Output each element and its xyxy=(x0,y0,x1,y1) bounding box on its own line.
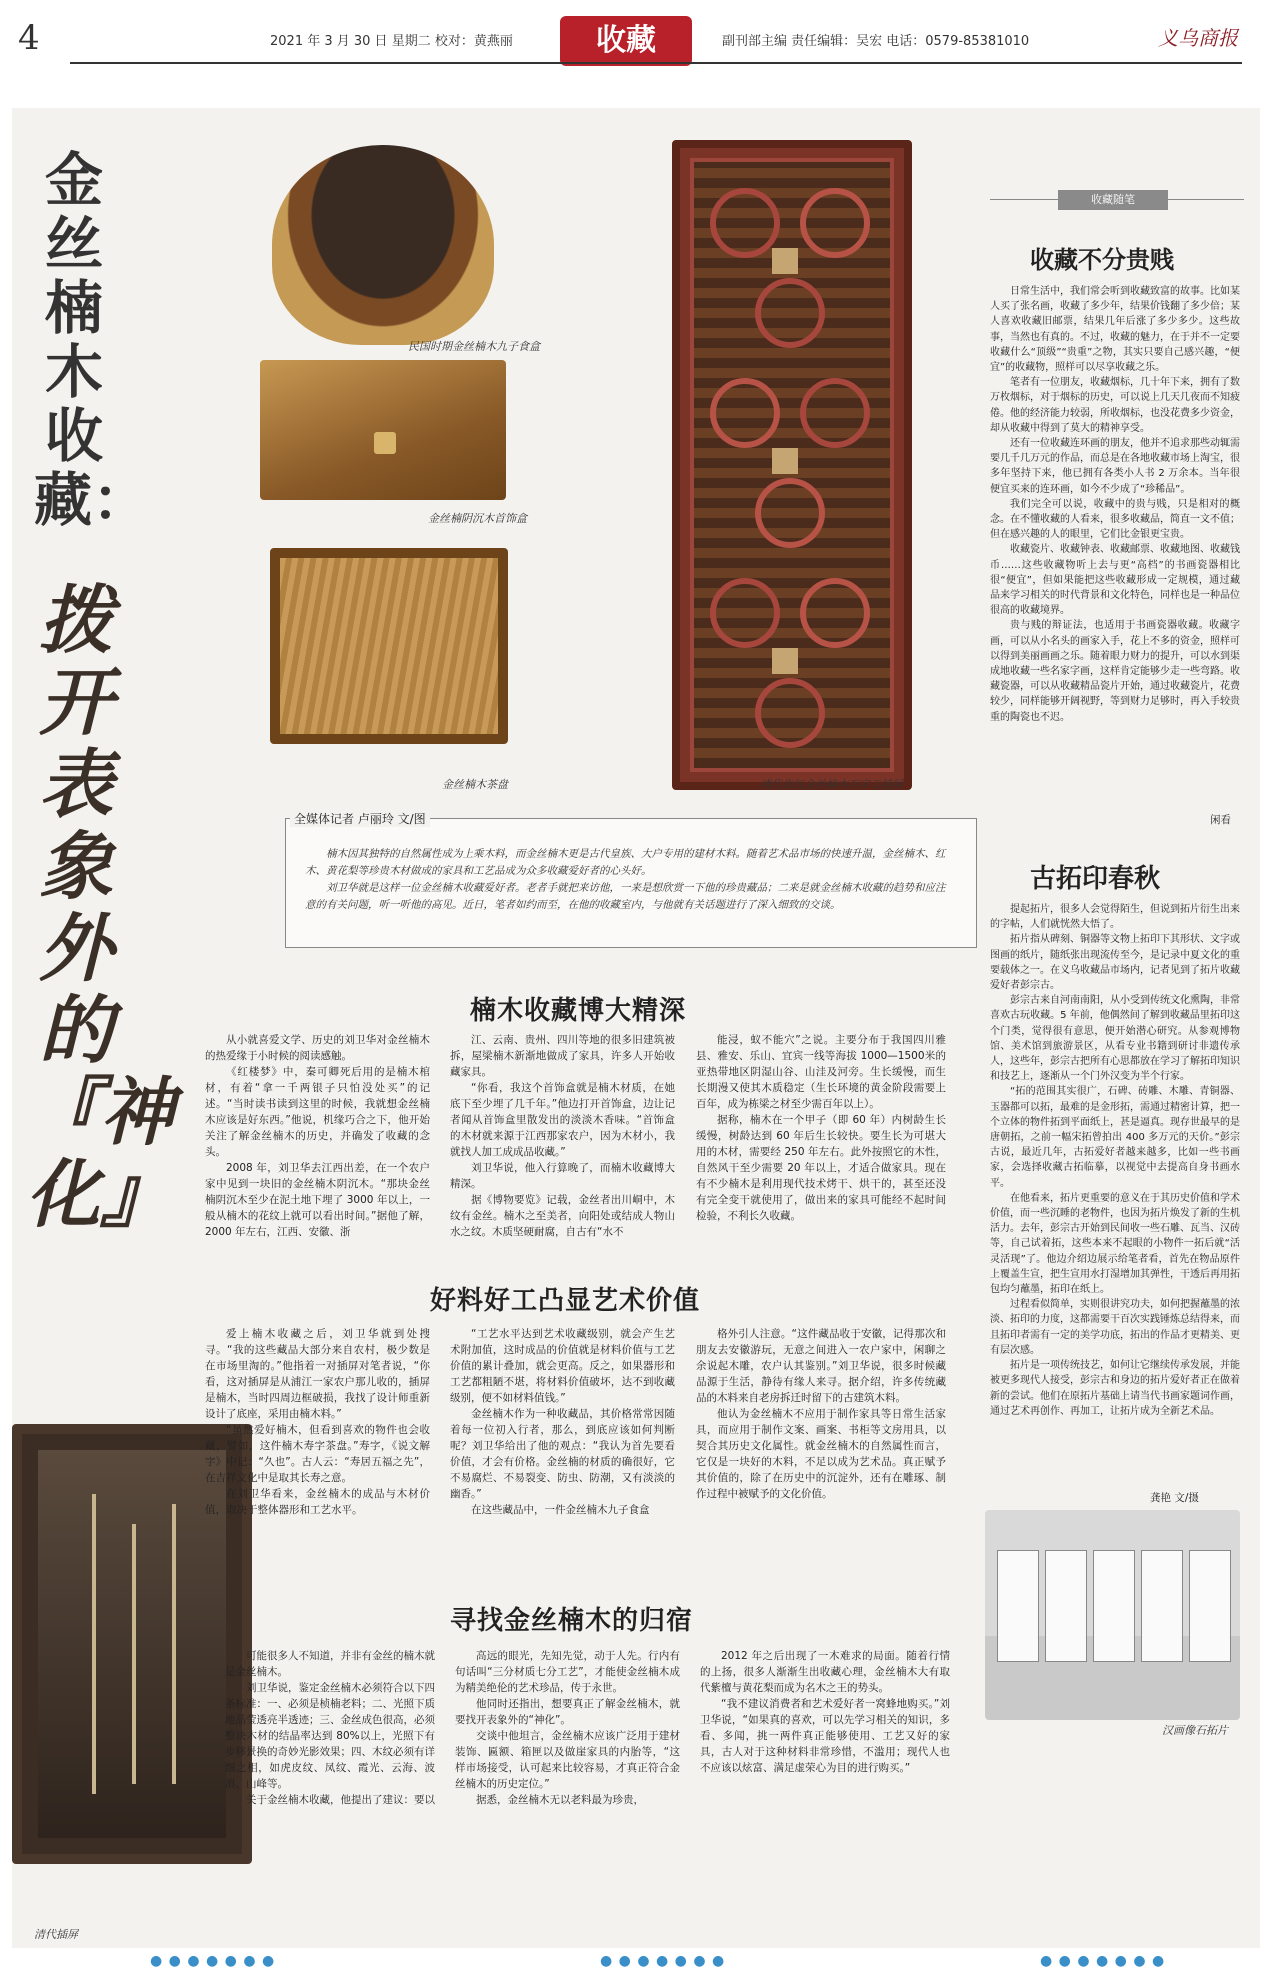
page-number: 4 xyxy=(18,18,40,58)
section2-column xyxy=(696,1326,946,1502)
paragraph: 能浸，蚁不能穴”之说。主要分布于我国四川雅县、雅安、乐山、宜宾一线等海拔 1000—1500米的亚热带地区阴湿山谷、山洼及河旁。生长缓慢，而生长期漫又使其木质稳定（生长环境的黄金阶段需要上百年，成为栋梁之材至少需百年以上）。 xyxy=(696,1034,946,1110)
lattice-ring xyxy=(800,188,870,258)
title-line-1: 金丝楠木收藏： xyxy=(34,146,151,534)
page-header xyxy=(0,0,1272,80)
paragraph: 拓片指从碑刻、铜器等文物上拓印下其形状、文字或图画的纸片，随纸张出现流传至今，是记录中夏文化的重要载体之一。在义乌收藏品市场内，记者见到了拓片收藏爱好者彭宗古。 xyxy=(990,934,1240,992)
hanging-screen-photo xyxy=(672,140,912,790)
rubbing-frame xyxy=(1141,1550,1183,1662)
lattice-ring xyxy=(710,578,780,648)
section3-column xyxy=(455,1648,680,1808)
section2-column xyxy=(450,1326,675,1518)
date-line: 2021 年 3 月 30 日 星期二 校对：黄燕丽 xyxy=(270,34,513,49)
paragraph: 高远的眼光，先知先觉，动于人先。行内有句话叫“三分材质七分工艺”，才能使金丝楠木成为精美绝伦的艺术珍品，传于永世。 xyxy=(455,1650,680,1694)
lattice-ring xyxy=(755,678,825,748)
paragraph: “拓的范围其实很广，石碑、砖雕、木雕、青铜器、玉器都可以拓，最难的是金形拓，需通过精密计算，把一个立体的物件拓到平面纸上，甚是逼真。现存世最早的是唐朝拓，之前一幅宋拓曾拍出 400 多万元的天价。”彭宗古说，最近几年，古拓爱好者越来越多，比如一些书画家，会选择收藏古拓临摹，以视觉中去提高自身书画水平。 xyxy=(990,1086,1240,1189)
section1-column xyxy=(696,1032,946,1224)
rubbing-frame xyxy=(1045,1550,1087,1662)
paragraph: 在刘卫华看来，金丝楠木的成品与木材价值，取决于整体器形和工艺水平。 xyxy=(205,1488,430,1516)
lattice-ring xyxy=(755,278,825,348)
paragraph: “我不建议消费者和艺术爱好者一窝蜂地购买。”刘卫华说，“如果真的喜欢，可以先学习相关的知识，多看、多闻，挑一两件真正能够使用、工艺又好的家具，古人对于这种材料非常珍惜，不滥用；现代人也不应该以炫富、满足虚荣心为目的进行购买。” xyxy=(700,1698,950,1774)
footer-dots: ● ● ● ● ● ● ● xyxy=(600,1953,726,1969)
intro-paragraph: 刘卫华就是这样一位金丝楠木收藏爱好者。老者手就把来访他，一来是想欣赏一下他的珍贵藏品；二来是就金丝楠木收藏的趋势和应注意的有关问题，听一听他的高见。近日，笔者如约而至，在他的收藏室内，与他就有关话题进行了深入细致的交谈。 xyxy=(305,882,946,911)
paragraph: 提起拓片，很多人会觉得陌生，但说到拓片衍生出来的字帖，人们就恍然大悟了。 xyxy=(990,904,1240,931)
page-footer xyxy=(0,1945,1272,1971)
wan-symbol-icon xyxy=(772,448,798,474)
essay-heading: 古拓印春秋 xyxy=(1030,864,1161,894)
paragraph: 收藏瓷片、收藏钟表、收藏邮票、收藏地图、收藏钱币……这些收藏物听上去与更“高档”的书画瓷器相比很“便宜”，但如果能把这些收藏形成一定规模，通过藏品来学习相关的时代背景和文化特色，同样也是一种品位很高的收藏境界。 xyxy=(990,544,1240,617)
rubbing-frame xyxy=(1093,1550,1135,1662)
rubbing-frame xyxy=(997,1550,1039,1662)
essay2-author: 龚艳 文/摄 xyxy=(1150,1492,1199,1504)
jewelry-box-photo xyxy=(260,360,506,500)
paragraph: 《红楼梦》中，秦可卿死后用的是楠木棺材，有着“拿一千两银子只怕没处买”的记述。“当时读书读到这里的时候，我就想金丝楠木应该是好东西。”他说，机缘巧合之下，他开始关注了解金丝楠木的历史，并确发了收藏的念头。 xyxy=(205,1066,430,1158)
caption-bottom-panel: 清代插屏 xyxy=(34,1928,78,1941)
essay2-text xyxy=(990,902,1240,1419)
rubbing-frame xyxy=(1189,1550,1231,1662)
section1-column xyxy=(450,1032,675,1240)
tea-tray-photo xyxy=(270,548,508,744)
paragraph: 我们完全可以说，收藏中的贵与贱，只是相对的概念。在不懂收藏的人看来，很多收藏品，简直一文不值；但在感兴趣的人的眼里，它们比金银更宝贵。 xyxy=(990,498,1240,541)
caption-tray: 金丝楠木茶盘 xyxy=(442,778,508,791)
column-tag: 收藏随笔 xyxy=(1058,190,1168,210)
paper-logo: 义乌商报 xyxy=(1158,26,1238,50)
paragraph: 2008 年，刘卫华去江西出差，在一个农户家中见到一块旧的金丝楠木阴沉木。“那块金丝楠阴沉木至少在泥土地下埋了 3000 年以上，一般从楠木的花纹上就可以看出时间。”据他了解，2000 年左右，江西、安徽、浙 xyxy=(205,1162,430,1238)
section-heading: 寻找金丝楠木的归宿 xyxy=(450,1606,694,1636)
caption-round-box: 民国时期金丝楠木九子食盒 xyxy=(408,340,540,353)
caption-gallery: 汉画像石拓片 xyxy=(1162,1724,1228,1737)
lock-plate-icon xyxy=(374,432,396,454)
essay-heading: 收藏不分贵贱 xyxy=(1030,246,1174,274)
paragraph: 爱上楠木收藏之后，刘卫华就到处搜寻。“我的这些藏品大部分来自农村，极少数是在市场里淘的。”他指着一对插屏对笔者说，“你看，这对插屏是从浦江一家农户那儿收的，插屏是楠木，当时四周边框破损，我找了设计师重新设计了底座，采用由楠木料。” xyxy=(205,1328,430,1420)
title-line-2: 拨开表象外的『神化』 xyxy=(26,578,174,1238)
paragraph: 关于金丝楠木收藏，他提出了建议：要以 xyxy=(246,1794,435,1806)
paragraph: 据称，楠木在一个甲子（即 60 年）内树龄生长缓慢，树龄达到 60 年后生长较快。要生长为可堪大用的木材，需要经 250 年左右。此外按照它的木性，自然风干至少需要 20 年以上，才适合做家具。现在有不少楠木是利用现代技术烤干、烘干的，甚至还没有完全变干就使用了，做出来的家具可能经不起时间检验，不利长久收藏。 xyxy=(696,1114,946,1222)
paragraph: 他同时还指出，想要真正了解金丝楠木，就要找开表象外的“神化”。 xyxy=(455,1698,680,1726)
section1-column xyxy=(205,1032,430,1240)
paragraph: 日常生活中，我们常会听到收藏致富的故事。比如某人买了张名画，收藏了多少年，结果价钱翻了多少倍；某人喜欢收藏旧邮票，结果几年后涨了多少多少。这些故事，当然也有真的。不过，收藏的魅力，在于并不一定要收藏什么“顶级”“贵重”之物，其实只要自己感兴趣，“便宜”的收藏物，照样可以尽享收藏之乐。 xyxy=(990,286,1240,374)
paragraph: 2012 年之后出现了一木难求的局面。随着行情的上扬，很多人渐渐生出收藏心理，金丝楠木大有取代紫檀与黄花梨而成为名木之王的势头。 xyxy=(700,1650,950,1694)
paragraph: 贵与贱的辩证法，也适用于书画瓷器收藏。收藏字画，可以从小名头的画家入手，花上不多的资金，照样可以得到美丽画画之乐。随着眼力财力的提升，可以水到渠成地收藏一些名家字画，这样肯定能够少走一些弯路。收藏瓷器，可以从收藏精品瓷片开始，通过收藏瓷片，花费较少，同样能够开阔视野，等到财力足够时，再入手较贵重的陶瓷也不迟。 xyxy=(990,620,1240,723)
paragraph: 交谈中他坦言，金丝楠木应该广泛用于建材装饰、匾额、箱匣以及做崖家具的内胎等，“这样市场接受，认可起来比较容易，才真正符合金丝楠木的历史定位。” xyxy=(455,1730,680,1790)
paragraph: 还有一位收藏连环画的朋友，他并不追求那些动辄需要几千几万元的作品，而总是在各地收藏市场上淘宝，很多年坚持下来，他已拥有各类小人书 2 万余本。当年很便宜买来的连环画，如今不少成了“珍稀品”。 xyxy=(990,438,1240,495)
header-rule xyxy=(70,62,1242,64)
section2-column xyxy=(205,1326,430,1518)
bamboo-stalk xyxy=(132,1524,136,1784)
footer-dots: ● ● ● ● ● ● ● xyxy=(1040,1953,1166,1969)
essay1-text xyxy=(990,284,1240,725)
lattice-ring xyxy=(755,478,825,548)
paragraph: 据悉，金丝楠木无以老料最为珍贵， xyxy=(476,1794,644,1806)
lattice-ring xyxy=(710,378,780,448)
paragraph: 金丝楠木作为一种收藏品，其价格常常因随着每一位初入行者，那么，到底应该如何判断呢？刘卫华给出了他的观点：“我认为首先要看价值，才会有价格。金丝楠的材质的确很好，它不易腐烂、不易裂变、防虫、防潮，又有淡淡的幽香。” xyxy=(450,1408,675,1500)
rubbing-gallery-photo xyxy=(985,1510,1240,1720)
essay1-author: 闲看 xyxy=(1210,814,1231,826)
paragraph: 在这些藏品中，一件金丝楠木九子食盒 xyxy=(471,1504,650,1516)
paragraph: 笔者有一位朋友，收藏烟标，几十年下来，拥有了数万枚烟标，对于烟标的历史，可以说上几天几夜而不知疲倦。他的经济能力较弱，所收烟标，也没花费多少资金，却从收藏中得到了莫大的精神享受。 xyxy=(990,377,1240,434)
intro-paragraph: 楠木因其独特的自然属性成为上乘木料，而金丝楠木更是古代皇族、大户专用的建材木料。随着艺术品市场的快速升温，金丝楠木、红木、黄花梨等珍贵木材做成的家具和工艺品成为众多收藏爱好者的心头好。 xyxy=(305,848,946,877)
footer-dots: ● ● ● ● ● ● ● xyxy=(150,1953,276,1969)
lattice-ring xyxy=(800,378,870,448)
byline: 全媒体记者 卢丽玲 文/图 xyxy=(290,810,430,827)
section3-column xyxy=(225,1648,435,1808)
paragraph: 刘卫华说，鉴定金丝楠木必须符合以下四条标准：一、必须是桢楠老料；二、光照下质地晶莹透亮半透迹；三、金丝成色很高，必须整块木材的结晶率达到 80%以上，光照下有步移景换的奇妙光影效果；四、木纹必须有详细之相，如虎皮纹、凤纹、霞光、云海、波浪、山峰等。 xyxy=(225,1682,435,1790)
paragraph: 刘卫华说，他入行算晚了，而楠木收藏博大精深。 xyxy=(450,1162,675,1190)
paragraph: 过程看似简单，实则很讲究功夫，如何把握蘸墨的浓淡、拓印的力度，这都需要干百次实践锤炼总结得来，而且拓印者需有一定的美学功底，拓出的作品才更精美、更有层次感。 xyxy=(990,1299,1240,1356)
paragraph: 拓片是一项传统技艺，如何让它继续传承发展，并能被更多现代人接受，彭宗古和身边的拓片爱好者正在做着新的尝试。他们在原拓片基础上请当代书画家题词作画，通过艺术再创作、再加工，让拓片成为全新艺术品。 xyxy=(990,1360,1240,1417)
paragraph: 从小就喜爱文学、历史的刘卫华对金丝楠木的热爱缘于小时候的阅读感触。 xyxy=(205,1034,430,1062)
lattice-ring xyxy=(800,578,870,648)
paragraph: 江、云南、贵州、四川等地的很多旧建筑被拆，屋梁楠木新渐地做成了家具，许多人开始收藏家具。 xyxy=(450,1034,675,1078)
caption-screen: 清代朱红金丝楠木万字工挂屏 xyxy=(760,778,903,791)
paragraph: 据《博物要览》记载，金丝者出川峒中，木纹有金丝。楠木之至美者，向阳处或结成人物山水之纹。木质坚硬耐腐，自古有“水不 xyxy=(450,1194,675,1238)
paragraph: 他认为金丝楠木不应用于制作家具等日常生活家具，而应用于制作文案、画案、书柜等文房用具，以契合其历史文化属性。就金丝楠木的自然属性而言，它仅是一块好的木料，不足以成为艺术品。真正赋予其价值的，除了在历史中的沉淀外，还有在雕琢、制作过程中被赋予的文化价值。 xyxy=(696,1408,946,1500)
lattice-ring xyxy=(710,188,780,258)
wan-symbol-icon xyxy=(772,648,798,674)
paragraph: 在他看来，拓片更重要的意义在于其历史价值和学术价值，而一些沉睡的老物件，也因为拓片焕发了新的生机活力。去年，彭宗古开始到民间收一些石雕、瓦当、汉砖等，自己试着拓，这些本来不起眼的小物件一拓后就“活灵活现”了。他边介绍边展示给笔者看，首先在物品原件上覆盖生宣，把生宣用水打湿增加其弹性，干透后再用拓包均匀蘸墨，拓印在纸上。 xyxy=(990,1192,1240,1296)
section3-column xyxy=(700,1648,950,1776)
wan-symbol-icon xyxy=(772,248,798,274)
intro-text xyxy=(305,846,955,914)
caption-document-box: 金丝楠阴沉木首饰盒 xyxy=(428,512,527,525)
paragraph: “工艺水平达到艺术收藏级别，就会产生艺术附加值，这时成品的价值就是材料价值与工艺价值的累计叠加，就会更高。反之，如果器形和工艺都粗陋不堪，将材料价值破坏，达不到收藏级别，便不如材料值钱。” xyxy=(450,1328,675,1404)
section-heading: 楠木收藏博大精深 xyxy=(470,996,687,1026)
paragraph: 格外引人注意。“这件藏品收于安徽，记得那次和朋友去安徽游玩，无意之间进入一农户家中，闲聊之余说起木雕，农户认其鉴别。”刘卫华说，很多时候藏品源于生活，静待有缘人来寻。据介绍，许多传统藏品的木料来自老房拆迁时留下的古建筑木料。 xyxy=(696,1328,946,1404)
bamboo-stalk xyxy=(92,1494,96,1794)
section-heading: 好料好工凸显艺术价值 xyxy=(430,1286,701,1316)
round-food-box-photo xyxy=(272,145,494,345)
paragraph: 彭宗古来自河南南阳，从小受到传统文化熏陶，非常喜欢古玩收藏。5 年前，他偶然间了解到收藏品里拓印这个门类，觉得很有意思，便开始潜心研究。从参观博物馆、美术馆到旅游景区，从看专业书籍到研讨非遗传承人，这些年，彭宗古把所有心思都放在学习了解拓印知识和技艺上，逐渐从一个门外汉变为半个行家。 xyxy=(990,995,1240,1083)
section-badge: 收藏 xyxy=(560,16,692,66)
paragraph: 可能很多人不知道，并非有金丝的楠木就是金丝楠木。 xyxy=(225,1650,435,1678)
paragraph: “虽然爱好楠木，但看到喜欢的物件也会收藏，譬如，这件楠木寿字茶盘。”寿字，《说文解字》中记：“久也”。古人云：“寿居五福之先”，在吉祥文化中是取其长寿之意。 xyxy=(205,1424,430,1484)
paragraph: “你看，我这个首饰盒就是楠木材质，在她底下至少埋了几千年。”他边打开首饰盒，边让记者闻从首饰盒里散发出的淡淡木香味。“首饰盒的木材就来源于江西那家农户，因为木材小，我就找人加工成成品收藏。” xyxy=(450,1082,675,1158)
editor-line: 副刊部主编 责任编辑：吴宏 电话：0579-85381010 xyxy=(722,34,1030,49)
bamboo-stalk xyxy=(172,1504,176,1784)
